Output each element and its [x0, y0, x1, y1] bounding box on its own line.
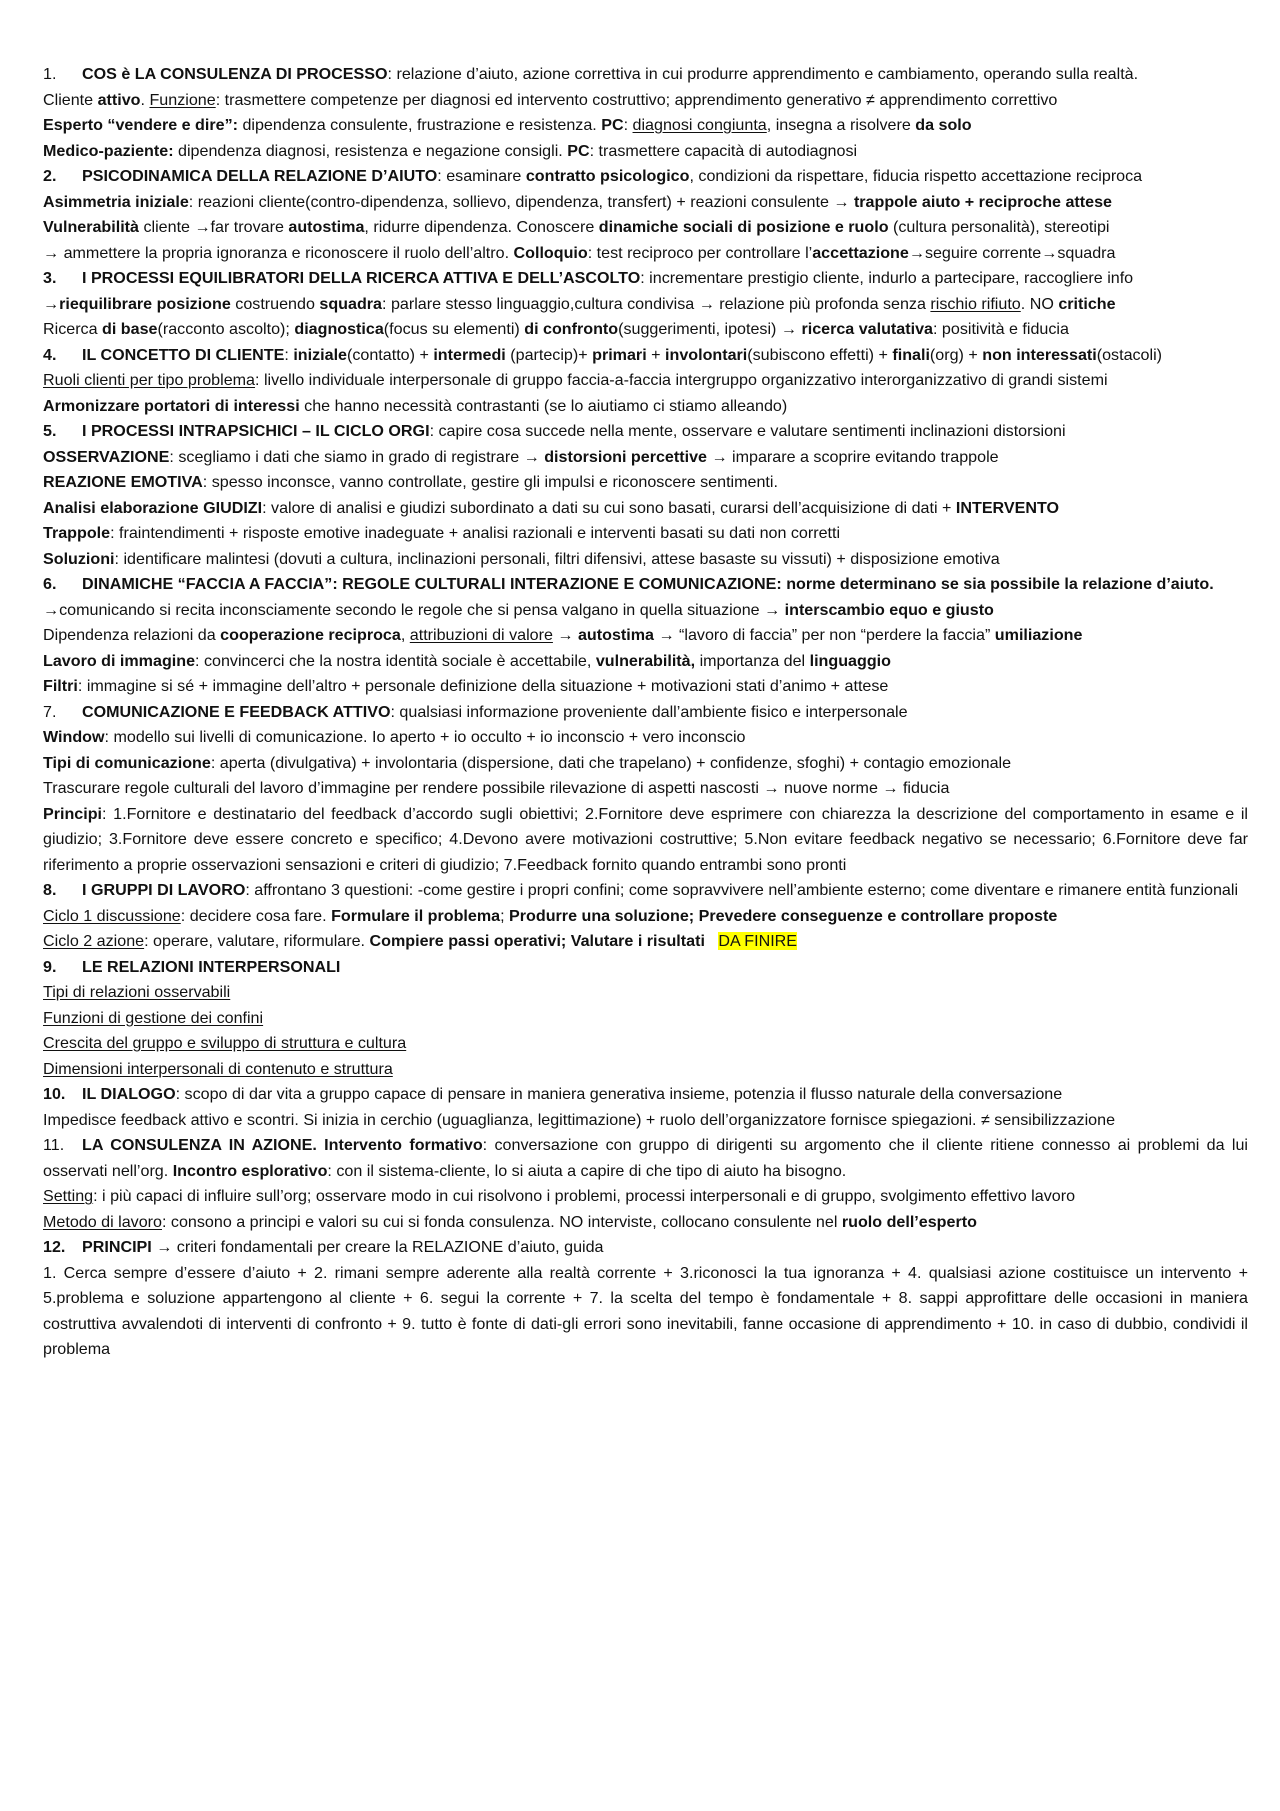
section-11-line-3: Metodo di lavoro: consono a principi e valori su cui si fonda consulenza. NO interviste, collocano consulente nel ruolo dell’esperto — [43, 1212, 977, 1231]
section-6-line-2: →comunicando si recita inconsciamente secondo le regole che si pensa valgano in quella situazione → interscambio equo e giusto — [43, 600, 994, 619]
section-8-line-3: Ciclo 2 azione: operare, valutare, riformulare. Compiere passi operativi; Valutare i risultati DA FINIRE — [43, 932, 798, 950]
section-3-heading: 3. I PROCESSI EQUILIBRATORI DELLA RICERCA ATTIVA E DELL’ASCOLTO: incrementare prestigio cliente, indurlo a partecipare, raccogliere info — [43, 269, 1134, 287]
section-4-title: IL CONCETTO DI CLIENTE — [82, 345, 285, 364]
section-3-line-3: Ricerca di base(racconto ascolto); diagnostica(focus su elementi) di confronto(suggerimenti, ipotesi) → ricerca valutativa: positività e fiducia — [43, 320, 1069, 338]
section-7-line-2: Window: modello sui livelli di comunicazione. Io aperto + io occulto + io inconscio + vero inconscio — [43, 728, 746, 746]
section-3-title: I PROCESSI EQUILIBRATORI DELLA RICERCA ATTIVA E DELL’ASCOLTO — [82, 269, 641, 287]
section-8-line-2: Ciclo 1 discussione: decidere cosa fare. Formulare il problema; Produrre una soluzione; Prevedere conseguenze e controllare proposte — [43, 906, 1058, 925]
section-5-title: I PROCESSI INTRAPSICHICI – IL CICLO ORGI — [82, 422, 430, 440]
section-5-line-3: REAZIONE EMOTIVA: spesso inconsce, vanno controllate, gestire gli impulsi e riconoscere sentimenti. — [43, 473, 778, 491]
section-5-line-4: Analisi elaborazione GIUDIZI: valore di analisi e giudizi subordinato a dati su cui sono basati, curarsi dell’acquisizione di dati + INTERVENTO — [43, 498, 1060, 517]
section-7-heading: 7. COMUNICAZIONE E FEEDBACK ATTIVO: qualsiasi informazione proveniente dall’ambiente fisico e interpersonale — [43, 702, 908, 721]
section-10-heading: 10. IL DIALOGO: scopo di dar vita a gruppo capace di pensare in maniera generativa insieme, potenzia il flusso naturale della conversazione — [43, 1085, 1063, 1103]
section-12-principles: 1. Cerca sempre d’essere d’aiuto + 2. rimani sempre aderente alla realtà corrente + 3.riconosci la tua ignoranza + 4. qualsiasi azione costituisce un intervento + 5.problema e soluzione appartengono al cliente + 6. segui la corrente + 7. la scelta del tempo è fondamentale + 8. sappi approfittare delle occasioni in maniera costruttiva avvalendoti di interventi di confronto + 9. tutto è fonte di dati-gli errori sono inevitabili, fanne occasione di apprendimento + 10. in caso di dubbio, condividi il problema — [43, 1263, 1248, 1358]
section-10-title: IL DIALOGO — [82, 1085, 176, 1103]
section-12-heading: 12. PRINCIPI → criteri fondamentali per creare la RELAZIONE d’aiuto, guida — [43, 1238, 604, 1256]
section-4-line-2: Ruoli clienti per tipo problema: livello individuale interpersonale di gruppo faccia-a-faccia intergruppo organizzativo interorganizzativo di grandi sistemi — [43, 371, 1108, 389]
section-5-heading: 5. I PROCESSI INTRAPSICHICI – IL CICLO ORGI: capire cosa succede nella mente, osservare e valutare sentimenti inclinazioni distorsioni — [43, 422, 1066, 440]
section-9-item: Funzioni di gestione dei confini — [43, 1008, 264, 1027]
section-6-line-5: Filtri: immagine si sé + immagine dell’altro + personale definizione della situazione + motivazioni stati d’animo + attese — [43, 677, 889, 695]
section-3-line-2: →riequilibrare posizione costruendo squadra: parlare stesso linguaggio,cultura condivisa → relazione più profonda senza rischio rifiuto. NO critiche — [43, 294, 1116, 313]
section-8-heading: 8. I GRUPPI DI LAVORO: affrontano 3 questioni: -come gestire i propri confini; come sopravvivere nell’ambiente esterno; come diventare e rimanere entità funzionali — [43, 881, 1239, 899]
section-7-line-3: Tipi di comunicazione: aperta (divulgativa) + involontaria (dispersione, dati che trapelano) + confidenze, sfoghi) + contagio emozionale — [43, 753, 1012, 772]
document-page — [43, 62, 1248, 1363]
section-2-heading: 2. PSICODINAMICA DELLA RELAZIONE D’AIUTO: esaminare contratto psicologico, condizioni da rispettare, fiducia rispetto accettazione reciproca — [43, 167, 1143, 185]
section-6-heading: 6. DINAMICHE “FACCIA A FACCIA”: REGOLE CULTURALI INTERAZIONE E COMUNICAZIONE: norme determinano se sia possibile la relazione d’aiuto. — [43, 575, 1214, 593]
section-9-item: Dimensioni interpersonali di contenuto e struttura — [43, 1059, 393, 1078]
section-7-principles: Principi: 1.Fornitore e destinatario del feedback d’accordo sugli obiettivi; 2.Fornitore deve esprimere con chiarezza la descrizione del comportamento in esame e il giudizio; 3.Fornitore deve essere concreto e specifico; 4.Devono avere motivazioni costruttive; 5.Non evitare feedback negativo se necessario; 6.Fornitore deve far riferimento a proprie osservazioni sensazioni e criteri di giudizio; 7.Feedback fornito quando entrambi sono pronti — [43, 804, 1248, 874]
section-6-title: DINAMICHE “FACCIA A FACCIA”: REGOLE CULTURALI INTERAZIONE E COMUNICAZIONE: norme determinano se sia possibile la relazione d’aiuto. — [82, 575, 1214, 593]
section-9-title: LE RELAZIONI INTERPERSONALI — [82, 957, 341, 976]
section-11-heading: 11. LA CONSULENZA IN AZIONE. Intervento formativo: conversazione con gruppo di dirigenti su argomento che il cliente ritiene connesso ai problemi da lui osservati nell’org. Incontro esplorativo: con il sistema-cliente, lo si aiuta a capire di che tipo di aiuto ha bisogno. — [43, 1136, 1248, 1180]
section-5-line-6: Soluzioni: identificare malintesi (dovuti a cultura, inclinazioni personali, filtri difensivi, attese basaste su vissuti) + disposizione emotiva — [43, 549, 1000, 568]
todo-highlight: DA FINIRE — [718, 932, 798, 950]
section-5-line-5: Trappole: fraintendimenti + risposte emotive inadeguate + analisi razionali e interventi basati su dati non corretti — [43, 524, 841, 542]
section-4-line-3: Armonizzare portatori di interessi che hanno necessità contrastanti (se lo aiutiamo ci stiamo alleando) — [43, 396, 788, 415]
section-7-line-4: Trascurare regole culturali del lavoro d’immagine per rendere possibile rilevazione di aspetti nascosti → nuove norme → fiducia — [43, 779, 950, 797]
section-1-line-2: Cliente attivo. Funzione: trasmettere competenze per diagnosi ed intervento costruttivo; apprendimento generativo ≠ apprendimento correttivo — [43, 90, 1058, 109]
section-9-heading: 9. LE RELAZIONI INTERPERSONALI — [43, 957, 341, 976]
section-1-line-4: Medico-paziente: dipendenza diagnosi, resistenza e negazione consigli. PC: trasmettere capacità di autodiagnosi — [43, 141, 858, 160]
section-2-line-4: → ammettere la propria ignoranza e riconoscere il ruolo dell’altro. Colloquio: test reciproco per controllare l’accettazione→seguire corrente→squadra — [43, 243, 1116, 262]
section-1-line-3: Esperto “vendere e dire”: dipendenza consulente, frustrazione e resistenza. PC: diagnosi congiunta, insegna a risolvere da solo — [43, 116, 972, 134]
section-11-title: LA CONSULENZA IN AZIONE. Intervento formativo — [82, 1136, 483, 1154]
section-11-line-2: Setting: i più capaci di influire sull’org; osservare modo in cui risolvono i problemi, processi interpersonali e di gruppo, svolgimento effettivo lavoro — [43, 1187, 1076, 1205]
section-2-line-2: Asimmetria iniziale: reazioni cliente(contro-dipendenza, sollievo, dipendenza, transfert) + reazioni consulente → trappole aiuto + reciproche attese — [43, 192, 1112, 211]
section-1-title: COS è LA CONSULENZA DI PROCESSO — [82, 65, 388, 83]
section-2-title: PSICODINAMICA DELLA RELAZIONE D’AIUTO — [82, 167, 438, 185]
section-7-title: COMUNICAZIONE E FEEDBACK ATTIVO — [82, 702, 391, 721]
section-4-heading: 4. IL CONCETTO DI CLIENTE: iniziale(contatto) + intermedi (partecip)+ primari + involontari(subiscono effetti) + finali(org) + non interessati(ostacoli) — [43, 345, 1163, 364]
section-9-item: Tipi di relazioni osservabili — [43, 983, 231, 1001]
section-5-line-2: OSSERVAZIONE: scegliamo i dati che siamo in grado di registrare → distorsioni percettive → imparare a scoprire evitando trappole — [43, 447, 999, 466]
section-12-title: PRINCIPI — [82, 1238, 152, 1256]
section-9-item: Crescita del gruppo e sviluppo di struttura e cultura — [43, 1034, 407, 1052]
section-10-line-2: Impedisce feedback attivo e scontri. Si inizia in cerchio (uguaglianza, legittimazione) + ruolo dell’organizzatore fornisce spiegazioni. ≠ sensibilizzazione — [43, 1110, 1116, 1129]
section-1-heading: 1. COS è LA CONSULENZA DI PROCESSO: relazione d’aiuto, azione correttiva in cui produrre apprendimento e cambiamento, operando sulla realtà. — [43, 65, 1139, 83]
section-2-line-3: Vulnerabilità cliente →far trovare autostima, ridurre dipendenza. Conoscere dinamiche sociali di posizione e ruolo (cultura personalità), stereotipi — [43, 218, 1110, 236]
section-8-title: I GRUPPI DI LAVORO — [82, 881, 246, 899]
section-6-line-4: Lavoro di immagine: convincerci che la nostra identità sociale è accettabile, vulnerabilità, importanza del linguaggio — [43, 651, 891, 670]
section-6-line-3: Dipendenza relazioni da cooperazione reciproca, attribuzioni di valore → autostima → “lavoro di faccia” per non “perdere la faccia” umiliazione — [43, 626, 1083, 644]
